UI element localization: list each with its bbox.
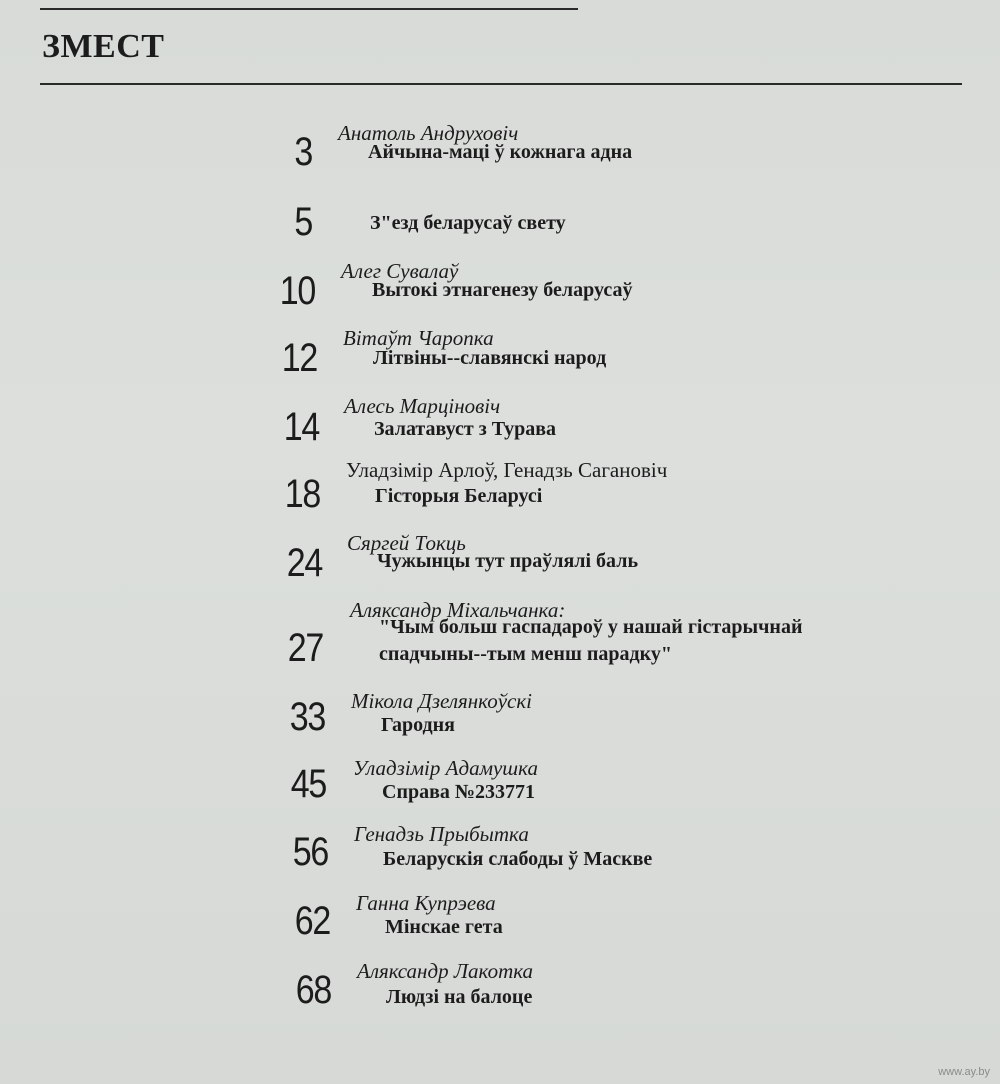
- entry-author: Аляксандр Лакотка: [357, 959, 534, 983]
- entry-author: Ганна Купрэева: [356, 891, 496, 915]
- entry-title: Гародня: [381, 714, 455, 736]
- page-number: 3: [294, 130, 312, 174]
- entry-title: Людзі на балоце: [386, 986, 533, 1008]
- page-number: 68: [295, 968, 331, 1012]
- entry-title: З"езд беларусаў свету: [370, 212, 566, 234]
- page-number: 18: [284, 472, 320, 516]
- entry-title: Вытокі этнагенезу беларусаў: [372, 279, 633, 301]
- entry-title: Гісторыя Беларусі: [375, 485, 543, 507]
- entry-author: Алесь Марціновіч: [344, 394, 501, 418]
- watermark: www.ay.by: [938, 1066, 990, 1078]
- entry-title-continued: спадчыны--тым менш парадку": [379, 643, 672, 665]
- entry-title: Беларускія слабоды ў Маскве: [383, 848, 653, 870]
- entry-author: Сяргей Токць: [347, 531, 466, 555]
- entry-title: Залатавуст з Турава: [374, 418, 557, 440]
- entry-title: Літвіны--славянскі народ: [373, 347, 607, 369]
- entry-author: Мікола Дзелянкоўскі: [351, 689, 533, 713]
- page-number: 56: [292, 830, 328, 874]
- entry-title: Мінскае гета: [385, 916, 503, 938]
- page-number: 14: [283, 405, 319, 449]
- page-number: 12: [281, 336, 317, 380]
- entry-title: Чужынцы тут праўлялі баль: [377, 550, 639, 572]
- entry-title: Айчына-маці ў кожнага адна: [368, 141, 633, 163]
- page-number: 24: [286, 541, 322, 585]
- entry-title: Справа №233771: [382, 781, 535, 803]
- entry-title: "Чым больш гаспадароў у нашай гістарычнай: [379, 616, 803, 638]
- page-title: ЗМЕСТ: [42, 28, 165, 65]
- entry-author: Аляксандр Міхальчанка:: [350, 598, 566, 622]
- page-number: 5: [294, 200, 312, 244]
- entry-author: Анатоль Андруховіч: [338, 121, 519, 145]
- entry-author: Алег Сувалаў: [341, 259, 459, 283]
- page-number: 45: [290, 762, 326, 806]
- entry-author: Вітаўт Чаропка: [343, 326, 494, 350]
- page-number: 62: [294, 899, 330, 943]
- page-number: 10: [279, 269, 315, 313]
- page-number: 33: [289, 695, 325, 739]
- entry-author: Уладзімір Арлоў, Генадзь Сагановіч: [346, 458, 668, 482]
- page-number: 27: [287, 626, 323, 670]
- entry-author: Уладзімір Адамушка: [353, 756, 538, 780]
- entry-author: Генадзь Прыбытка: [354, 822, 529, 846]
